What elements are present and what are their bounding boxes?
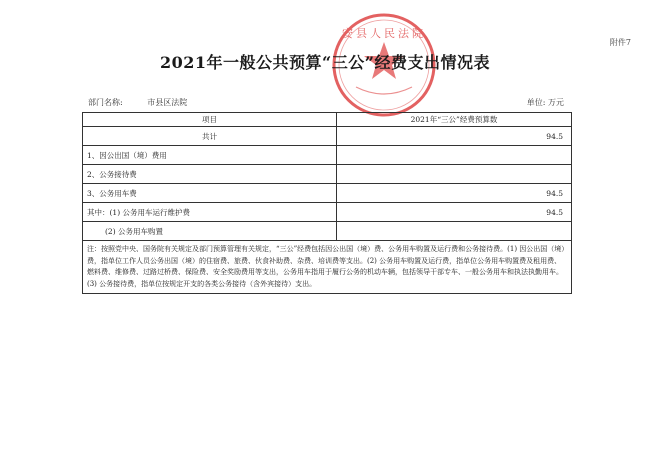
row-label: 1、因公出国（境）费用 xyxy=(83,146,337,165)
table-note: 注：按照党中央、国务院有关规定及部门预算管理有关规定，“三公”经费包括因公出国（境）费、公务用车购置及运行费和公务接待费。(1) 因公出国（境）费，指单位工作人员公务出国（境）的住宿费、旅费、伙食补助费、杂费、培训费等支出。(2) 公务用车购置及运行费，指单位公务用车购置费及租用费、燃料费、维修费、过路过桥费、保险费、安全奖励费用等支出，公务用车指用于履行公务的机动车辆，包括领导干部专车、一般公务用车和执法执勤用车。(3) 公务接待费，指单位按规定开支的各类公务接待（含外宾接待）支出。 xyxy=(83,241,572,294)
table-row xyxy=(83,203,572,222)
row-label: 2、公务接待费 xyxy=(83,165,337,184)
department-info xyxy=(88,97,187,108)
row-label: 共计 xyxy=(83,127,337,146)
page-title: 2021年一般公共预算“三公”经费支出情况表 xyxy=(160,53,490,72)
table-row xyxy=(83,165,572,184)
table-note-row xyxy=(83,241,572,294)
table-row xyxy=(83,184,572,203)
unit-label: 单位: 万元 xyxy=(526,98,564,107)
row-value xyxy=(337,222,572,241)
department-label: 部门名称: xyxy=(88,98,123,107)
row-label: (2) 公务用车购置 xyxy=(83,222,337,241)
row-value: 94.5 xyxy=(337,203,572,222)
table-row xyxy=(83,222,572,241)
attachment-number: 附件7 xyxy=(609,38,631,47)
table-header-row xyxy=(83,113,572,127)
department-value: 市县区法院 xyxy=(147,98,188,107)
row-value xyxy=(337,165,572,184)
row-value: 94.5 xyxy=(337,127,572,146)
row-value: 94.5 xyxy=(337,184,572,203)
seal-text: 安县人民法院 xyxy=(342,27,426,40)
header-budget: 2021年“三公”经费预算数 xyxy=(337,113,572,127)
table-row xyxy=(83,127,572,146)
row-label: 其中：(1) 公务用车运行维护费 xyxy=(83,203,337,222)
row-value xyxy=(337,146,572,165)
expense-table xyxy=(82,112,572,294)
row-label: 3、公务用车费 xyxy=(83,184,337,203)
header-item: 项目 xyxy=(83,113,337,127)
table-row xyxy=(83,146,572,165)
